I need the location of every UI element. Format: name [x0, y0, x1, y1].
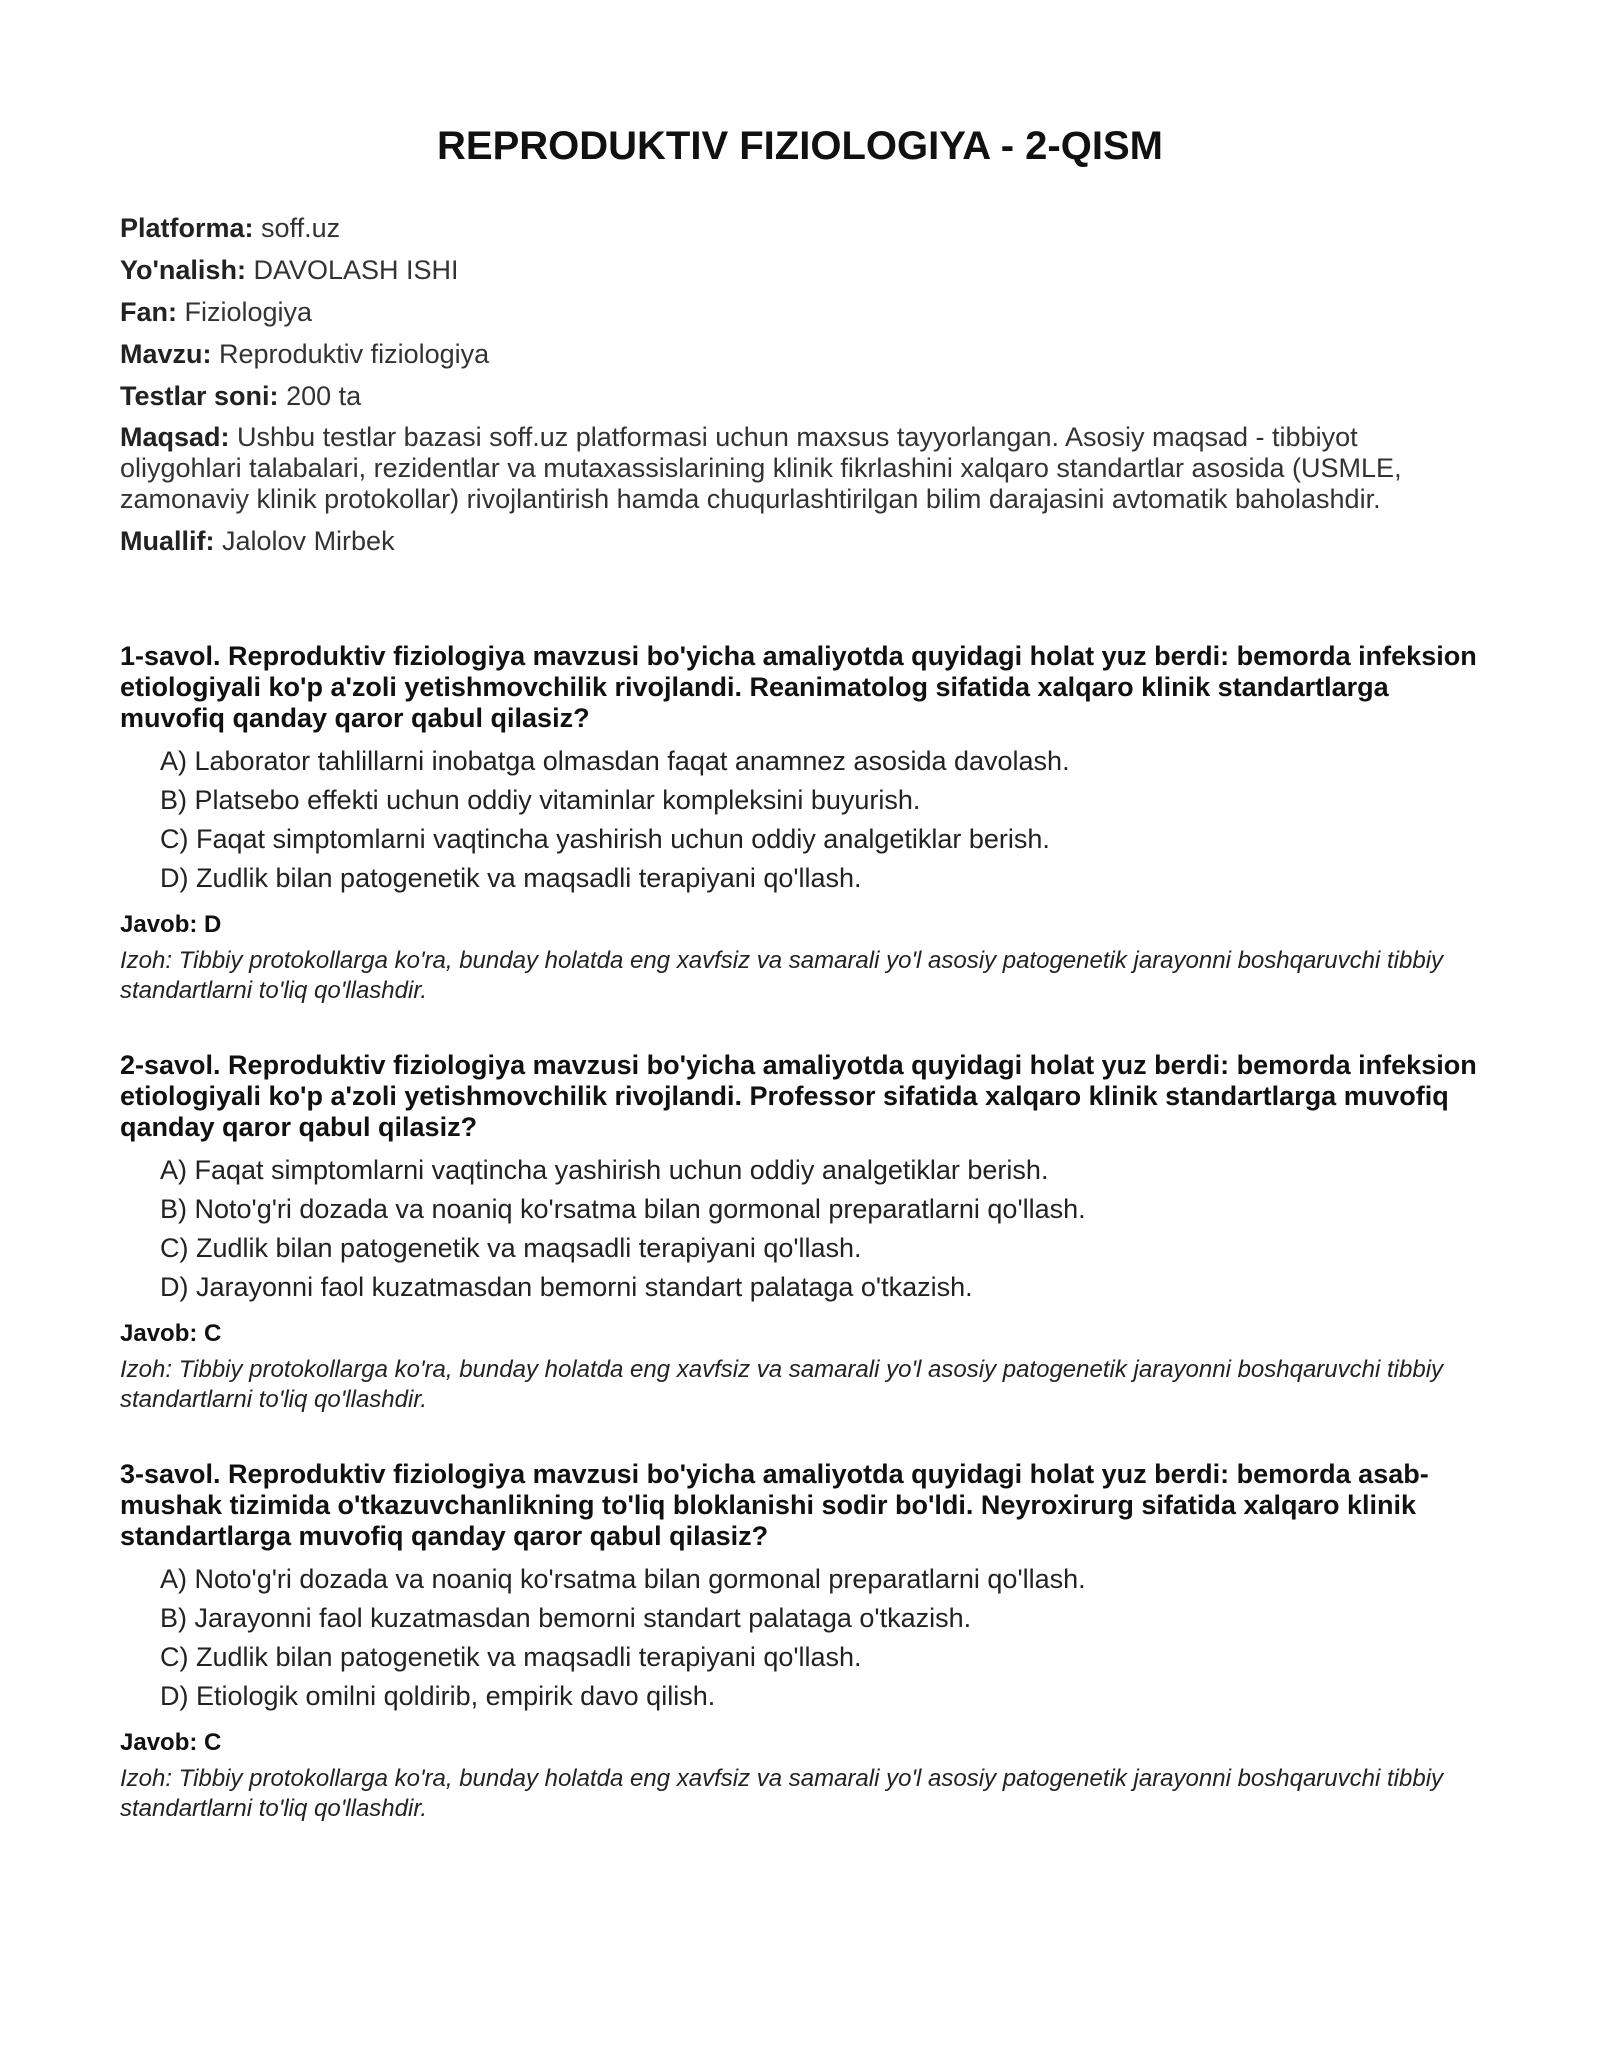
option-d: D) Jarayonni faol kuzatmasdan bemorni standart palataga o'tkazish. — [160, 1272, 973, 1302]
question-3 — [120, 1459, 1480, 1824]
question-text: 1-savol. Reproduktiv fiziologiya mavzusi bo'yicha amaliyotda quyidagi holat yuz berdi: bemorda infeksion etiologiyali ko'p a'zoli yetishmovchilik rivojlandi. Reanimatolog sifatida xalqaro klinik standartlarga muvofiq qanday qaror qabul qilasiz? — [120, 641, 1477, 733]
meta-author-value: Jalolov Mirbek — [222, 526, 395, 556]
question-2 — [120, 1050, 1480, 1415]
meta-tests-count — [120, 380, 1480, 412]
option-d: D) Zudlik bilan patogenetik va maqsadli terapiyani qo'llash. — [160, 863, 862, 893]
meta-direction-value: DAVOLASH ISHI — [253, 255, 459, 285]
correct-answer: Javob: C — [120, 1729, 222, 1756]
meta-goal — [120, 422, 1480, 515]
answer-options — [120, 746, 1480, 894]
meta-author — [120, 525, 1480, 557]
option-d: D) Etiologik omilni qoldirib, empirik davo qilish. — [160, 1681, 716, 1711]
meta-tests-value: 200 ta — [286, 381, 362, 411]
answer-explanation: Izoh: Tibbiy protokollarga ko'ra, bunday holatda eng xavfsiz va samarali yo'l asosiy patogenetik jarayonni boshqaruvchi tibbiy standartlarni to'liq qo'llashdir. — [120, 947, 1444, 1004]
meta-direction-label: Yo'nalish: — [120, 255, 246, 285]
option-a: A) Laborator tahlillarni inobatga olmasdan faqat anamnez asosida davolash. — [160, 746, 1070, 776]
meta-platform-value: soff.uz — [261, 213, 341, 243]
meta-subject — [120, 296, 1480, 328]
option-c: C) Zudlik bilan patogenetik va maqsadli terapiyani qo'llash. — [160, 1642, 862, 1672]
question-text: 3-savol. Reproduktiv fiziologiya mavzusi bo'yicha amaliyotda quyidagi holat yuz berdi: bemorda asab-mushak tizimida o'tkazuvchanlikning to'liq bloklanishi sodir bo'ldi. Neyroxirurg sifatida xalqaro klinik standartlarga muvofiq qanday qaror qabul qilasiz? — [120, 1459, 1429, 1551]
meta-goal-label: Maqsad: — [120, 422, 230, 452]
question-list — [120, 641, 1480, 1824]
option-c: C) Faqat simptomlarni vaqtincha yashirish uchun oddiy analgetiklar berish. — [160, 824, 1050, 854]
meta-topic-value: Reproduktiv fiziologiya — [219, 339, 490, 369]
answer-options — [120, 1155, 1480, 1303]
meta-topic-label: Mavzu: — [120, 339, 212, 369]
option-c: C) Zudlik bilan patogenetik va maqsadli terapiyani qo'llash. — [160, 1233, 862, 1263]
option-a: A) Faqat simptomlarni vaqtincha yashirish uchun oddiy analgetiklar berish. — [160, 1155, 1049, 1185]
correct-answer: Javob: D — [120, 911, 222, 938]
correct-answer: Javob: C — [120, 1320, 222, 1347]
meta-direction — [120, 254, 1480, 286]
document-metadata — [120, 212, 1480, 557]
option-a: A) Noto'g'ri dozada va noaniq ko'rsatma bilan gormonal preparatlarni qo'llash. — [160, 1564, 1086, 1594]
meta-platform — [120, 212, 1480, 244]
answer-explanation: Izoh: Tibbiy protokollarga ko'ra, bunday holatda eng xavfsiz va samarali yo'l asosiy patogenetik jarayonni boshqaruvchi tibbiy standartlarni to'liq qo'llashdir. — [120, 1765, 1444, 1822]
option-b: B) Jarayonni faol kuzatmasdan bemorni standart palataga o'tkazish. — [160, 1603, 972, 1633]
option-b: B) Platsebo effekti uchun oddiy vitaminlar kompleksini buyurish. — [160, 785, 921, 815]
meta-subject-value: Fiziologiya — [184, 297, 313, 327]
question-text: 2-savol. Reproduktiv fiziologiya mavzusi bo'yicha amaliyotda quyidagi holat yuz berdi: bemorda infeksion etiologiyali ko'p a'zoli yetishmovchilik rivojlandi. Professor sifatida xalqaro klinik standartlarga muvofiq qanday qaror qabul qilasiz? — [120, 1050, 1477, 1142]
meta-tests-label: Testlar soni: — [120, 381, 279, 411]
answer-options — [120, 1564, 1480, 1712]
meta-topic — [120, 338, 1480, 370]
meta-subject-label: Fan: — [120, 297, 177, 327]
meta-goal-value: Ushbu testlar bazasi soff.uz platformasi uchun maxsus tayyorlangan. Asosiy maqsad - tibbiyot oliygohlari talabalari, rezidentlar va mutaxassislarining klinik fikrlashini xalqaro standartlar asosida (USMLE, zamonaviy klinik protokollar) rivojlantirish hamda chuqurlashtirilgan bilim darajasini avtomatik baholashdir. — [120, 422, 1402, 514]
question-1 — [120, 641, 1480, 1006]
meta-platform-label: Platforma: — [120, 213, 254, 243]
page-title: REPRODUKTIV FIZIOLOGIYA - 2-QISM — [437, 124, 1163, 168]
answer-explanation: Izoh: Tibbiy protokollarga ko'ra, bunday holatda eng xavfsiz va samarali yo'l asosiy patogenetik jarayonni boshqaruvchi tibbiy standartlarni to'liq qo'llashdir. — [120, 1356, 1444, 1413]
meta-author-label: Muallif: — [120, 526, 215, 556]
option-b: B) Noto'g'ri dozada va noaniq ko'rsatma bilan gormonal preparatlarni qo'llash. — [160, 1194, 1086, 1224]
